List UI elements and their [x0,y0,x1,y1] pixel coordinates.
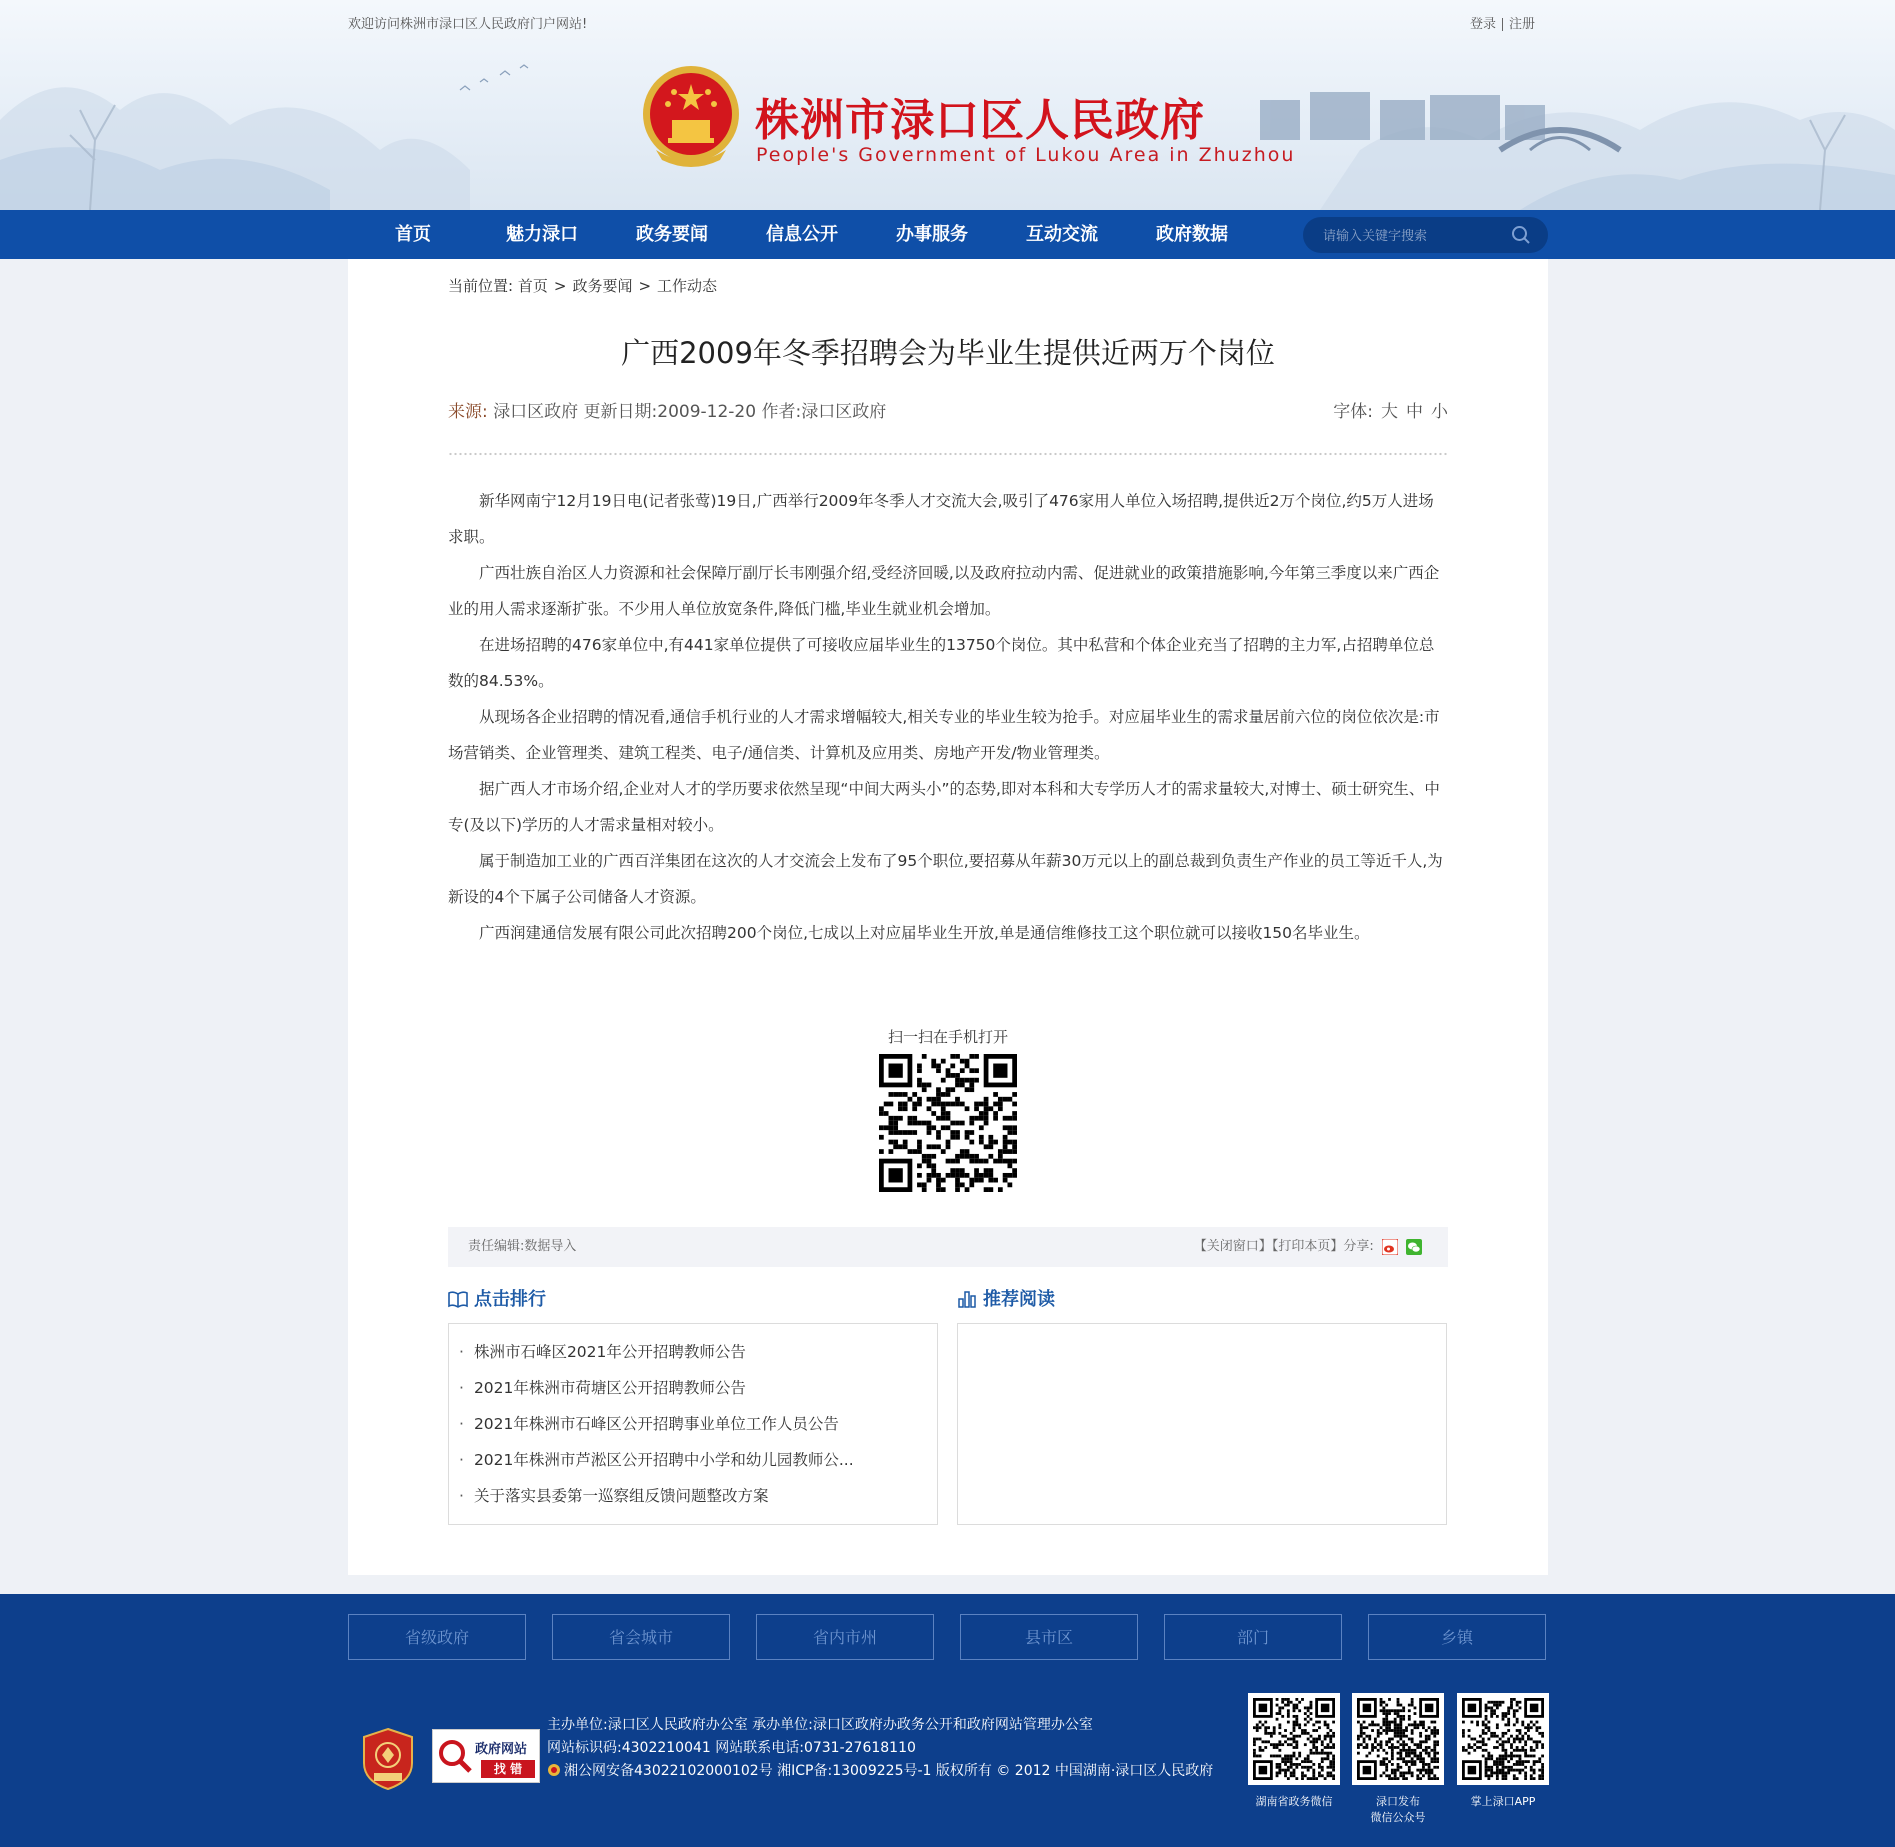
article-actions [1194,1227,1422,1267]
nav-item-data[interactable]: 政府数据 [1156,224,1228,245]
close-window-link[interactable]: 【关闭窗口】 [1193,1239,1272,1254]
article-paragraph: 属于制造加工业的广西百洋集团在这次的人才交流会上发布了95个职位,要招募从年薪30万元以上的副总裁到负责生产作业的员工等近千人,为新设的4个下属子公司储备人才资源。 [448,852,1443,906]
nav-item-charm[interactable]: 魅力渌口 [506,224,578,245]
article-paragraph: 广西壮族自治区人力资源和社会保障厅副厅长韦刚强介绍,受经济回暖,以及政府拉动内需、促进就业的政策措施影响,今年第三季度以来广西企业的用人需求逐渐扩张。不少用人单位放宽条件,降低门槛,毕业生就业机会增加。 [448,564,1440,618]
footer-link-counties[interactable]: 县市区 [960,1614,1138,1660]
report-error-badge[interactable] [432,1729,540,1783]
list-item[interactable]: · 2021年株洲市芦淞区公开招聘中小学和幼儿园教师公... [459,1451,854,1469]
footer-qr-1-label: 湖南省政务微信 [1255,1795,1333,1808]
list-item[interactable]: · 2021年株洲市荷塘区公开招聘教师公告 [459,1379,746,1397]
list-item-title[interactable]: 2021年株洲市荷塘区公开招聘教师公告 [473,1379,746,1397]
print-page-link[interactable]: 【打印本页】 [1271,1239,1344,1254]
breadcrumb-item[interactable]: 工作动态 [657,277,718,295]
footer-qr-2 [1352,1693,1444,1785]
editor-bar [448,1227,1448,1267]
article-paragraph: 据广西人才市场介绍,企业对人才的学历要求依然呈现“中间大两头小”的态势,即对本科和大专学历人才的需求量较大,对博士、硕士研究生、中专(及以下)学历的人才需求量相对较小。 [448,780,1440,834]
breadcrumb: 当前位置: 首页 > 政务要闻 > 工作动态 [448,277,718,295]
search-input[interactable] [1321,217,1505,255]
footer-link-province[interactable]: 省级政府 [348,1614,526,1660]
wechat-icon[interactable] [1406,1239,1422,1255]
main-content [348,259,1548,1575]
footer-qr-2-label [1338,1794,1458,1826]
footer-site-code: 网站标识码:4302210041 网站联系电话:0731-27618110 [547,1740,916,1756]
article-paragraph: 广西润建通信发展有限公司此次招聘200个岗位,七成以上对应届毕业生开放,单是通信维修技工这个职位就可以接收150名毕业生。 [479,924,1370,942]
editor-text: 责任编辑:数据导入 [468,1239,577,1254]
article-body [448,483,1448,951]
list-item-title[interactable]: 株洲市石峰区2021年公开招聘教师公告 [473,1343,746,1361]
ranking-heading [448,1285,546,1311]
qr-code-icon [1357,1698,1439,1780]
book-icon [448,1290,468,1308]
list-item-title[interactable]: 关于落实县委第一巡察组反馈问题整改方案 [473,1487,769,1505]
main-nav [0,210,1895,259]
share-label: 分享: [1343,1239,1374,1254]
article-meta [448,397,886,422]
report-error-title: 政府网站 [475,1742,528,1757]
ranking-title: 点击排行 [474,1289,546,1310]
party-gov-badge-icon[interactable] [362,1727,414,1791]
recommend-list [957,1323,1447,1525]
footer-qr-3 [1457,1693,1549,1785]
article-paragraph: 从现场各企业招聘的情况看,通信手机行业的人才需求增幅较大,相关专业的毕业生较为抢手。对应届毕业生的需求量居前六位的岗位依次是:市场营销类、企业管理类、建筑工程类、电子/通信类、计算机及应用类、房地产开发/物业管理类。 [448,708,1440,762]
breadcrumb-label: 当前位置: [448,277,514,295]
account-links [1470,13,1535,32]
recommend-heading [957,1285,1055,1311]
nav-item-info[interactable]: 信息公开 [766,224,838,245]
report-error-button: 找 错 [481,1760,535,1778]
search-icon[interactable] [1511,225,1531,245]
nav-item-interaction[interactable]: 互动交流 [1026,224,1098,245]
font-large-button[interactable]: 大 [1381,402,1398,422]
source-label: 来源: [448,402,488,422]
national-emblem-icon [638,62,744,172]
qr-code-icon [879,1054,1017,1192]
breadcrumb-item[interactable]: 政务要闻 [572,277,633,295]
nav-item-news[interactable]: 政务要闻 [636,224,708,245]
qr-code-icon [1462,1698,1544,1780]
footer-link-departments[interactable]: 部门 [1164,1614,1342,1660]
recommend-title: 推荐阅读 [983,1289,1055,1310]
footer-info [547,1714,1213,1783]
site-header [0,0,1895,210]
register-link[interactable]: 注册 [1509,17,1536,32]
footer-record [547,1760,1213,1783]
magnifier-icon [437,1738,473,1774]
dotted-divider [448,451,1448,457]
list-item[interactable]: · 株洲市石峰区2021年公开招聘教师公告 [459,1343,746,1361]
footer-link-towns[interactable]: 乡镇 [1368,1614,1546,1660]
footer-record-text: 湘公网安备43022102000102号 湘ICP备:13009225号-1 版权所有 © 2012 中国湖南·渌口区人民政府 [564,1763,1214,1779]
list-item-title[interactable]: 2021年株洲市石峰区公开招聘事业单位工作人员公告 [473,1415,839,1433]
qr-code-icon [1253,1698,1335,1780]
article-paragraph: 在进场招聘的476家单位中,有441家单位提供了可接收应届毕业生的13750个岗位。其中私营和个体企业充当了招聘的主力军,占招聘单位总数的84.53%。 [448,636,1435,690]
police-badge-icon [547,1763,561,1777]
list-item[interactable]: · 2021年株洲市石峰区公开招聘事业单位工作人员公告 [459,1415,839,1433]
footer-qr-1 [1248,1693,1340,1785]
site-title: 株洲市渌口区人民政府 [755,95,1205,146]
footer-link-capitals[interactable]: 省会城市 [552,1614,730,1660]
site-footer [0,1594,1895,1847]
font-medium-button[interactable]: 中 [1406,402,1423,422]
footer-qr-2-label-line1: 渌口发布 [1376,1795,1420,1808]
footer-qr-2-label-line2: 微信公众号 [1370,1811,1426,1824]
article-title: 广西2009年冬季招聘会为毕业生提供近两万个岗位 [621,336,1275,370]
footer-qr-3-label: 掌上渌口APP [1470,1795,1536,1808]
welcome-text: 欢迎访问株洲市渌口区人民政府门户网站! [348,17,588,32]
article-paragraph: 新华网南宁12月19日电(记者张莺)19日,广西举行2009年冬季人才交流大会,吸引了476家用人单位入场招聘,提供近2万个岗位,约5万人进场求职。 [448,492,1434,546]
qr-label: 扫一扫在手机打开 [887,1028,1008,1046]
meta-text: 渌口区政府 更新日期:2009-12-20 作者:渌口区政府 [493,402,887,422]
site-subtitle: People's Government of Lukou Area in Zhuzhou [756,144,1296,166]
nav-item-home[interactable]: 首页 [395,224,431,245]
list-item[interactable]: · 关于落实县委第一巡察组反馈问题整改方案 [459,1487,769,1505]
font-size-label: 字体: [1333,402,1373,422]
weibo-icon[interactable] [1382,1239,1398,1255]
footer-link-cities[interactable]: 省内市州 [756,1614,934,1660]
font-small-button[interactable]: 小 [1431,402,1448,422]
footer-sponsor: 主办单位:渌口区人民政府办公室 承办单位:渌口区政府办政务公开和政府网站管理办公室 [547,1717,1093,1733]
font-size-controls [1333,397,1448,422]
login-link[interactable]: 登录 [1470,17,1497,32]
list-item-title[interactable]: 2021年株洲市芦淞区公开招聘中小学和幼儿园教师公... [473,1451,854,1469]
breadcrumb-item[interactable]: 首页 [517,277,548,295]
search-box [1303,217,1548,253]
bar-chart-icon [957,1290,977,1308]
ranking-list [448,1323,938,1525]
nav-item-services[interactable]: 办事服务 [896,224,968,245]
